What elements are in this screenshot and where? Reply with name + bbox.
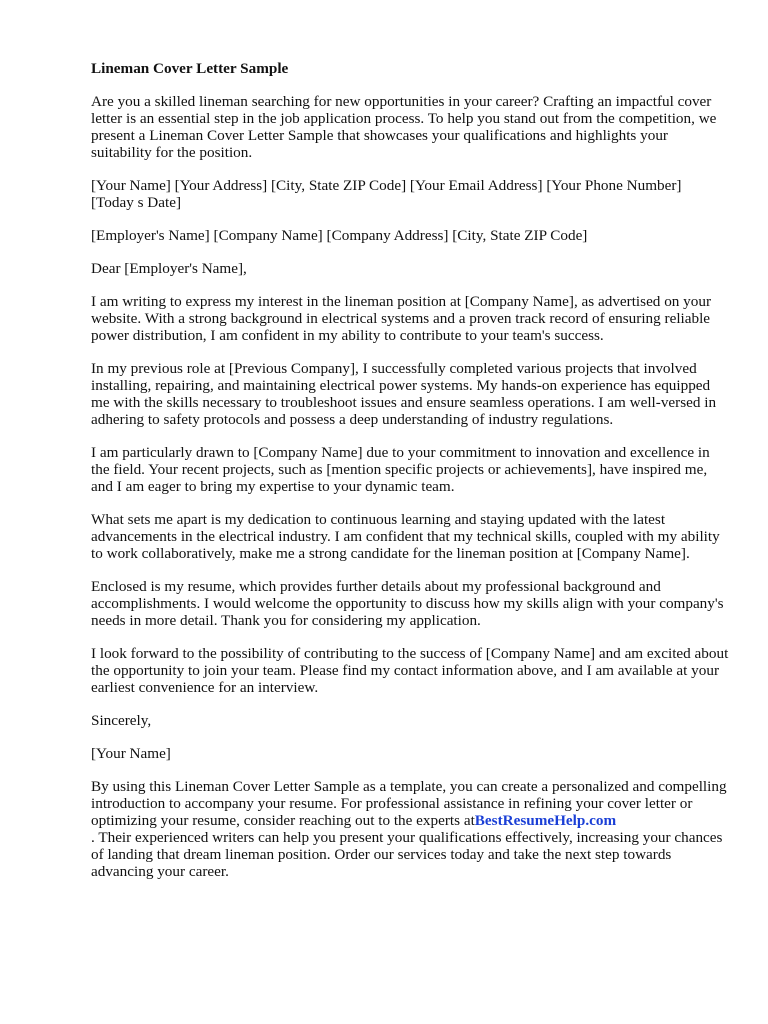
sender-block xyxy=(91,177,731,211)
document-title: Lineman Cover Letter Sample xyxy=(91,60,289,77)
salutation: Dear [Employer's Name], xyxy=(91,260,247,277)
closing: Sincerely, xyxy=(91,712,152,729)
body-paragraph-4: What sets me apart is my dedication to continuous learning and staying updated with the latest advancements in the electrical industry. I am confident that my technical skills, coupled with my ability to work collaboratively, make me a strong candidate for the lineman position at [Company Name]. xyxy=(91,511,720,562)
body-paragraph-3: I am particularly drawn to [Company Name] due to your commitment to innovation and excellence in the field. Your recent projects, such as [mention specific projects or achievements], have inspired me, and I am eager to bring my expertise to your dynamic team. xyxy=(91,444,710,495)
recipient-block: [Employer's Name] [Company Name] [Company Address] [City, State ZIP Code] xyxy=(91,227,588,244)
body-paragraph-1: I am writing to express my interest in the lineman position at [Company Name], as advertised on your website. With a strong background in electrical systems and a proven track record of ensuring reliable power distribution, I am confident in my ability to contribute to your team's success. xyxy=(91,293,712,344)
body-paragraph-5: Enclosed is my resume, which provides further details about my professional background and accomplishments. I would welcome the opportunity to discuss how my skills align with your company's needs in more detail. Thank you for considering my application. xyxy=(91,578,724,629)
outro-text-after-link: . Their experienced writers can help you present your qualifications effectively, increasing your chances of landing that dream lineman position. Order our services today and take the next step towards advancing your career. xyxy=(91,829,723,880)
signature: [Your Name] xyxy=(91,745,171,762)
document-page xyxy=(91,60,731,896)
outro-paragraph xyxy=(91,778,731,880)
intro-paragraph: Are you a skilled lineman searching for new opportunities in your career? Crafting an impactful cover letter is an essential step in the job application process. To help you stand out from the competition, we present a Lineman Cover Letter Sample that showcases your qualifications and highlights your suitability for the position. xyxy=(91,93,717,161)
bestresumehelp-link[interactable]: BestResumeHelp.com xyxy=(474,812,617,829)
body-paragraph-2: In my previous role at [Previous Company], I successfully completed various projects that involved installing, repairing, and maintaining electrical power systems. My hands-on experience has equipped me with the skills necessary to troubleshoot issues and ensure seamless operations. I am well-versed in adhering to safety protocols and possess a deep understanding of industry regulations. xyxy=(91,360,717,428)
outro-text-before-link: By using this Lineman Cover Letter Sample as a template, you can create a personalized and compelling introduction to accompany your resume. For professional assistance in refining your cover letter or optimizing your resume, consider reaching out to the experts at xyxy=(91,778,727,829)
body-paragraph-6: I look forward to the possibility of contributing to the success of [Company Name] and am excited about the opportunity to join your team. Please find my contact information above, and I am available at your earliest convenience for an interview. xyxy=(91,645,729,696)
date-line: [Today s Date] xyxy=(91,194,182,211)
sender-line: [Your Name] [Your Address] [City, State ZIP Code] [Your Email Address] [Your Phone Number] xyxy=(91,177,682,194)
